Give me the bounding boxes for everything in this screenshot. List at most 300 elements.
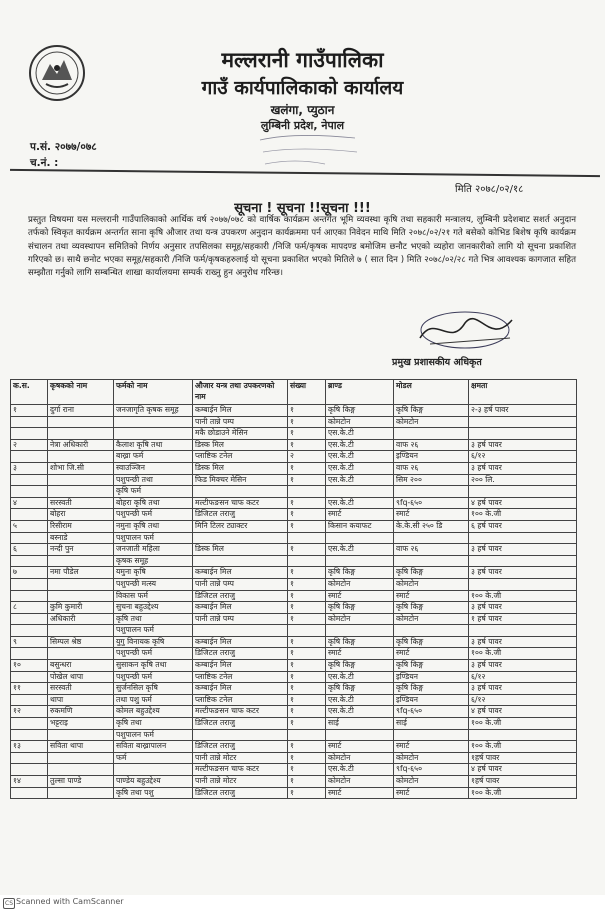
table-cell [469, 625, 577, 637]
table-cell: कोमटोन [326, 416, 394, 428]
dispatch-number: च.नं. : [30, 157, 59, 169]
table-row [11, 660, 577, 672]
table-cell [288, 625, 326, 637]
table-cell: ३ हर्ष पावर [469, 602, 577, 614]
table-cell [48, 648, 114, 660]
table-cell [114, 764, 193, 776]
table-cell [48, 590, 114, 602]
table-cell: कोमटोन [394, 613, 469, 625]
table-cell: कोमटोन [394, 578, 469, 590]
table-cell: सुर्जनसिल कृषि [114, 683, 193, 695]
table-cell: सिम्पल श्रेष्ठ [48, 636, 114, 648]
table-cell: सुचना बहुउद्देश्य [114, 602, 193, 614]
table-cell: कृषक समूह [114, 555, 193, 567]
table-cell: १ [288, 462, 326, 474]
table-cell [11, 729, 48, 741]
table-cell: कृषि तथा [114, 718, 193, 730]
table-cell [394, 486, 469, 498]
table-row [11, 764, 577, 776]
table-cell: इण्डियन [394, 694, 469, 706]
table-row [11, 439, 577, 451]
table-cell: प्लाष्टिक टनेल [193, 694, 288, 706]
table-cell: ३ हर्ष पावर [469, 660, 577, 672]
table-row [11, 741, 577, 753]
table-cell: कृषि किङ्ग [394, 683, 469, 695]
table-row [11, 752, 577, 764]
table-cell: पानी तान्ने मोटर [193, 776, 288, 788]
table-cell [193, 532, 288, 544]
table-cell [326, 729, 394, 741]
table-cell: ९fq-६५० [394, 706, 469, 718]
scanner-credit: Scanned with CamScanner [16, 897, 124, 906]
table-cell: स्मार्ट [326, 787, 394, 799]
table-cell: कृषि तथा [114, 613, 193, 625]
table-cell: १ [288, 602, 326, 614]
table-cell: १ [288, 544, 326, 556]
table-cell: डिस्क मिल [193, 544, 288, 556]
table-cell: जनजागृति कृषक समूह [114, 405, 193, 417]
table-cell: शोभा जि.सी [48, 462, 114, 474]
table-cell [11, 451, 48, 463]
table-cell: तथा पशु फर्म [114, 694, 193, 706]
table-cell: १ [288, 636, 326, 648]
table-cell: अधिकारी [48, 613, 114, 625]
table-row [11, 694, 577, 706]
table-cell: १०० के.जी [469, 787, 577, 799]
table-cell: स्मार्ट [326, 590, 394, 602]
table-cell: कम्बाईन मिल [193, 567, 288, 579]
table-cell: बस्नाडे [48, 532, 114, 544]
table-row [11, 718, 577, 730]
table-cell [326, 532, 394, 544]
table-row [11, 590, 577, 602]
table-cell: कम्बाईन मिल [193, 405, 288, 417]
table-cell: बसुन्धरा [48, 660, 114, 672]
table-cell: स्मार्ट [394, 741, 469, 753]
table-cell: कोमल बहुउद्देश्य [114, 706, 193, 718]
camscanner-logo-icon: CS [5, 900, 13, 907]
table-cell [48, 764, 114, 776]
table-cell: १ हर्ष पावर [469, 613, 577, 625]
table-cell: ३ हर्ष पावर [469, 462, 577, 474]
table-cell: तुल्सा पाण्डे [48, 776, 114, 788]
table-cell: कृषि किङ्ग [326, 636, 394, 648]
table-row [11, 625, 577, 637]
table-cell: मल्टीफङसन चाफ कटर [193, 764, 288, 776]
table-cell: कोमटोन [394, 416, 469, 428]
table-cell: डिजिटल तराजु [193, 648, 288, 660]
table-cell [48, 451, 114, 463]
table-cell: सरस्वती [48, 497, 114, 509]
table-cell: १ [288, 706, 326, 718]
table-cell [288, 729, 326, 741]
table-cell: डिजिटल तराजु [193, 509, 288, 521]
table-body [11, 405, 577, 799]
table-cell: सविता थापा [48, 741, 114, 753]
table-cell: वाफ २६ [394, 544, 469, 556]
table-cell: कम्बाईन मिल [193, 660, 288, 672]
table-cell: एस.के.टी [326, 671, 394, 683]
table-row [11, 451, 577, 463]
table-row [11, 776, 577, 788]
table-cell: वाफ २६ [394, 439, 469, 451]
table-cell: विकास फर्म [114, 590, 193, 602]
table-row [11, 428, 577, 440]
table-cell: ३ हर्ष पावर [469, 636, 577, 648]
table-row [11, 787, 577, 799]
table-cell: युगु विनायक कृषि [114, 636, 193, 648]
table-cell: पानी तान्ने पम्प [193, 613, 288, 625]
table-cell: एस.के.टी [326, 497, 394, 509]
table-row [11, 544, 577, 556]
table-cell: ३ हर्ष पावर [469, 544, 577, 556]
table-cell: १ [288, 776, 326, 788]
table-cell: १ [288, 787, 326, 799]
table-cell: कृषि तथा पशु [114, 787, 193, 799]
table-cell: वाफ २६ [394, 462, 469, 474]
table-cell: १ [288, 578, 326, 590]
table-cell [11, 787, 48, 799]
table-cell [469, 416, 577, 428]
table-cell: रिसीराम [48, 520, 114, 532]
table-cell [11, 764, 48, 776]
table-cell: १ [288, 671, 326, 683]
table-cell: १हर्ष पावर [469, 752, 577, 764]
table-cell: कृषि किङ्ग [326, 567, 394, 579]
table-cell: पाण्डेय बहुउद्देश्य [114, 776, 193, 788]
table-cell: १ [288, 509, 326, 521]
table-cell: २-३ हर्ष पावर [469, 405, 577, 417]
table-cell [394, 428, 469, 440]
table-cell: प्लाष्टिक टनेल [193, 451, 288, 463]
table-cell: बाख्रा फर्म [114, 451, 193, 463]
table-cell: पशुपालन फर्म [114, 729, 193, 741]
table-cell [11, 613, 48, 625]
table-cell: ६/१२ [469, 671, 577, 683]
table-cell: ३ हर्ष पावर [469, 567, 577, 579]
table-cell: डिजिटल तराजु [193, 590, 288, 602]
table-cell: एस.के.टी [326, 428, 394, 440]
table-cell: १३ [11, 741, 48, 753]
table-cell: पोखेल थापा [48, 671, 114, 683]
table-cell: ९fq-६५० [394, 497, 469, 509]
office-address-line2: लुम्बिनी प्रदेश, नेपाल [260, 119, 345, 132]
table-cell: डिस्क मिल [193, 439, 288, 451]
table-row [11, 602, 577, 614]
table-cell [114, 428, 193, 440]
table-cell [48, 428, 114, 440]
scanner-footer [0, 895, 605, 910]
office-title: मल्लरानी गाउँपालिका [221, 48, 384, 72]
table-cell [48, 474, 114, 486]
table-header-cell: संख्या [288, 380, 326, 405]
table-cell: ९fq-६५० [394, 764, 469, 776]
table-cell: मल्टीफङसन चाफ कटर [193, 497, 288, 509]
table-cell: सविता बाख्रापालन [114, 741, 193, 753]
table-cell [288, 486, 326, 498]
table-cell [11, 625, 48, 637]
table-row [11, 555, 577, 567]
table-cell [48, 625, 114, 637]
table-cell: कम्बाईन मिल [193, 602, 288, 614]
table-cell: डिजिटल तराजु [193, 718, 288, 730]
table-row [11, 462, 577, 474]
table-cell: १० [11, 660, 48, 672]
table-cell: १ [288, 590, 326, 602]
table-cell: १ [288, 764, 326, 776]
table-cell: नन्दी पुन [48, 544, 114, 556]
notice-heading: सूचना ! सूचना !!सूचना !!! [234, 201, 371, 216]
table-cell: कोमटोन [394, 752, 469, 764]
table-cell: ४ हर्ष पावर [469, 497, 577, 509]
table-cell: पशुपन्छी फर्म [114, 648, 193, 660]
office-address-line1: खलंगा, प्युठान [270, 103, 335, 117]
table-cell: पशुपन्छी फर्म [114, 509, 193, 521]
table-cell: के.के.सी २५० डि [394, 520, 469, 532]
table-cell: स्मार्ट [394, 787, 469, 799]
table-row [11, 509, 577, 521]
reference-number: प.सं. २०७७/०७८ [30, 141, 97, 153]
table-cell [48, 729, 114, 741]
table-row [11, 532, 577, 544]
table-header-cell: औजार यन्त्र तथा उपकरणको नाम [193, 380, 288, 405]
table-cell: १ [288, 439, 326, 451]
table-cell: पशुपन्छी मत्स्य [114, 578, 193, 590]
table-cell: १ [288, 567, 326, 579]
table-row [11, 683, 577, 695]
table-cell: भट्टराइ [48, 718, 114, 730]
table-cell: १ [288, 416, 326, 428]
table-cell: कोमटोन [394, 776, 469, 788]
table-cell: पशुपालन फर्म [114, 532, 193, 544]
table-row [11, 613, 577, 625]
table-cell: पानी तान्ने पम्प [193, 416, 288, 428]
table-cell: कोमटोन [326, 776, 394, 788]
table-cell: ७ [11, 567, 48, 579]
signature-stamp-icon [400, 308, 530, 358]
table-cell: १२ [11, 706, 48, 718]
table-cell [469, 555, 577, 567]
table-cell [469, 428, 577, 440]
table-cell: एस.के.टी [326, 694, 394, 706]
table-cell: १ [288, 741, 326, 753]
table-cell: १ [288, 694, 326, 706]
table-cell: कृषि किङ्ग [326, 602, 394, 614]
table-cell: फर्म [114, 752, 193, 764]
table-cell: पानी तान्ने पम्प [193, 578, 288, 590]
table-cell: ९ [11, 636, 48, 648]
table-cell: स्मार्ट [326, 648, 394, 660]
notice-body: प्रस्तुत विषयमा यस मल्लरानी गाउँपालिकाको आर्थिक वर्ष २०७७/०७८ को वार्षिक कार्यक्रम अन्तर्गत भूमि व्यवस्था कृषि तथा सहकारी मन्त्रालय, लुम्बिनी प्रदेशबाट सशर्त अनुदान तर्फको स्विकृत कार्यक्रम अन्तर्गत साना कृषि औजार तथा यन्त्र उपकरण अनुदान कार्यक्रममा पर्न आएका निवेदन माथि मिति २०७८/०२/२१ गते बसेको कोभिड बिशेष कृषि कार्यक्रम संचालन तथा व्यवस्थापन समितिको निर्णय अनुसार तपसिलका समूह/सहकारी /निजि फर्म/कृषक मापदण्ड बमोजिम छनौट भएको व्यहोरा जानकारीको लागि यो सूचना प्रकाशित गरिएको छ। साथै छनोट भएका समूह/सहकारी /निजि फर्म/कृषकहरुलाई यो सूचना प्रकाशित भएको मितिले ७ ( सात दिन ) मिति २०७८/०२/२८ गते भित्र आवश्यक कागजात सहित सम्झौता गर्नुको लागि सम्बन्धित शाखा कार्यालयमा सम्पर्क राख्नु हुन अनुरोध गरिन्छ। [28, 215, 576, 279]
table-cell: कोमटोन [326, 752, 394, 764]
table-cell [48, 486, 114, 498]
table-cell [48, 787, 114, 799]
table-cell: सरस्वती [48, 683, 114, 695]
table-cell: ४ [11, 497, 48, 509]
table-cell [469, 532, 577, 544]
table-cell: पशुपालन फर्म [114, 625, 193, 637]
table-cell [193, 555, 288, 567]
table-cell [288, 532, 326, 544]
table-cell: कृषि किङ्ग [394, 567, 469, 579]
table-row [11, 648, 577, 660]
table-cell: ५ [11, 520, 48, 532]
table-cell: इण्डियन [394, 451, 469, 463]
table-cell [193, 729, 288, 741]
table-cell: मकै छोडाउने मेसिन [193, 428, 288, 440]
table-cell: दुर्गा राना [48, 405, 114, 417]
table-cell: स्मार्ट [394, 648, 469, 660]
table-cell: साई [394, 718, 469, 730]
office-subtitle: गाउँ कार्यपालिकाको कार्यालय [201, 77, 404, 99]
table-cell: पशुपन्छी फर्म [114, 671, 193, 683]
table-cell: एस.के.टी [326, 462, 394, 474]
table-row [11, 474, 577, 486]
table-cell [48, 752, 114, 764]
table-cell: स्मार्ट [394, 590, 469, 602]
table-cell [11, 474, 48, 486]
table-cell: ३ हर्ष पावर [469, 683, 577, 695]
table-cell: १ [288, 683, 326, 695]
table-cell: १ [288, 648, 326, 660]
table-cell [11, 509, 48, 521]
table-cell: पशुपन्छी तथा [114, 474, 193, 486]
table-cell: एस.के.टी [326, 544, 394, 556]
table-cell: डिजिटल तराजु [193, 741, 288, 753]
table-cell [394, 555, 469, 567]
table-cell: एस.के.टी [326, 706, 394, 718]
table-cell [469, 729, 577, 741]
table-cell: २०० लि. [469, 474, 577, 486]
table-cell: कृषि किङ्ग [394, 602, 469, 614]
beneficiary-table [10, 379, 577, 799]
table-cell: एस.के.टी [326, 439, 394, 451]
table-row [11, 520, 577, 532]
table-cell: कृषि किङ्ग [394, 405, 469, 417]
table-cell: १ [288, 520, 326, 532]
table-cell: स्मार्ट [394, 509, 469, 521]
table-cell: २ [11, 439, 48, 451]
table-cell: १ [288, 428, 326, 440]
table-cell [11, 486, 48, 498]
table-cell: कैलाश कृषि तथा [114, 439, 193, 451]
table-cell [394, 729, 469, 741]
table-cell: १ [288, 660, 326, 672]
table-cell: १०० के.जी [469, 509, 577, 521]
table-cell: ३ [11, 462, 48, 474]
table-cell: एस.के.टी [326, 764, 394, 776]
table-cell [326, 555, 394, 567]
table-cell: कृषि फर्म [114, 486, 193, 498]
table-cell [48, 416, 114, 428]
table-cell: १ [288, 405, 326, 417]
table-cell: किसान कयाफट [326, 520, 394, 532]
table-cell: साई [326, 718, 394, 730]
signatory-title: प्रमुख प्रशासकीय अधिकृत [392, 357, 482, 368]
table-cell: कृषि किङ्ग [394, 636, 469, 648]
table-cell: नमुना कृषि तथा [114, 520, 193, 532]
table-cell [193, 625, 288, 637]
table-cell [11, 648, 48, 660]
table-row [11, 567, 577, 579]
table-row [11, 486, 577, 498]
table-cell [11, 718, 48, 730]
table-header-cell: क.स. [11, 380, 48, 405]
table-header-cell: फर्मको नाम [114, 380, 193, 405]
table-cell: कम्बाईन मिल [193, 636, 288, 648]
table-row [11, 636, 577, 648]
table-cell: १ [11, 405, 48, 417]
table-cell [469, 486, 577, 498]
table-cell: कृषि किङ्ग [326, 405, 394, 417]
table-cell [48, 555, 114, 567]
table-row [11, 729, 577, 741]
table-cell: १०० के.जी [469, 648, 577, 660]
table-cell [11, 578, 48, 590]
table-cell [288, 555, 326, 567]
table-cell: फिड मिक्चर मेसिन [193, 474, 288, 486]
table-cell: पानी तान्ने मोटर [193, 752, 288, 764]
table-cell: कृषि किङ्ग [394, 660, 469, 672]
table-cell: १०० के.जी [469, 741, 577, 753]
table-header-cell: कृषकको नाम [48, 380, 114, 405]
table-cell [394, 532, 469, 544]
table-header-row [11, 380, 577, 405]
table-row [11, 671, 577, 683]
table-cell [11, 555, 48, 567]
table-cell: ६/१२ [469, 694, 577, 706]
table-cell: १०० के.जी [469, 718, 577, 730]
table-cell: एस.के.टी [326, 451, 394, 463]
table-cell: १ [288, 718, 326, 730]
table-cell: ४ हर्ष पावर [469, 706, 577, 718]
table-cell [11, 694, 48, 706]
table-header-cell: क्षमता [469, 380, 577, 405]
table-cell: नमा पौडेल [48, 567, 114, 579]
table-cell [469, 578, 577, 590]
table-cell [11, 590, 48, 602]
table-cell [11, 532, 48, 544]
table-cell: कृषि किङ्ग [326, 683, 394, 695]
table-cell: कृषि किङ्ग [326, 660, 394, 672]
table-cell: प्लाष्टिक टनेल [193, 671, 288, 683]
table-cell: २ [288, 451, 326, 463]
table-cell: १ [288, 613, 326, 625]
table-cell: स्वाउञ्जिन [114, 462, 193, 474]
table-header-cell: मोडल [394, 380, 469, 405]
table-cell: कम्बाईन मिल [193, 683, 288, 695]
table-cell [11, 416, 48, 428]
table-cell: १०० के.जी [469, 590, 577, 602]
table-cell: मिनि टिलर ट्याक्टर [193, 520, 288, 532]
table-cell: १हर्ष पावर [469, 776, 577, 788]
table-row [11, 706, 577, 718]
table-cell: स्मार्ट [326, 509, 394, 521]
table-cell: रुकमणि [48, 706, 114, 718]
table-cell: इण्डियन [394, 671, 469, 683]
table-cell: डिजिटल तराजु [193, 787, 288, 799]
table-cell: स्मार्ट [326, 741, 394, 753]
table-cell: कुमि कुमारी [48, 602, 114, 614]
table-row [11, 405, 577, 417]
table-cell: डिस्क मिल [193, 462, 288, 474]
table-cell: बोहरा कृषि तथा [114, 497, 193, 509]
table-header-cell: ब्राण्ड [326, 380, 394, 405]
table-cell: थापा [48, 694, 114, 706]
issue-date: मिति २०७८/०२/१८ [455, 184, 524, 195]
table-row [11, 416, 577, 428]
table-cell: कोमटोन [326, 613, 394, 625]
